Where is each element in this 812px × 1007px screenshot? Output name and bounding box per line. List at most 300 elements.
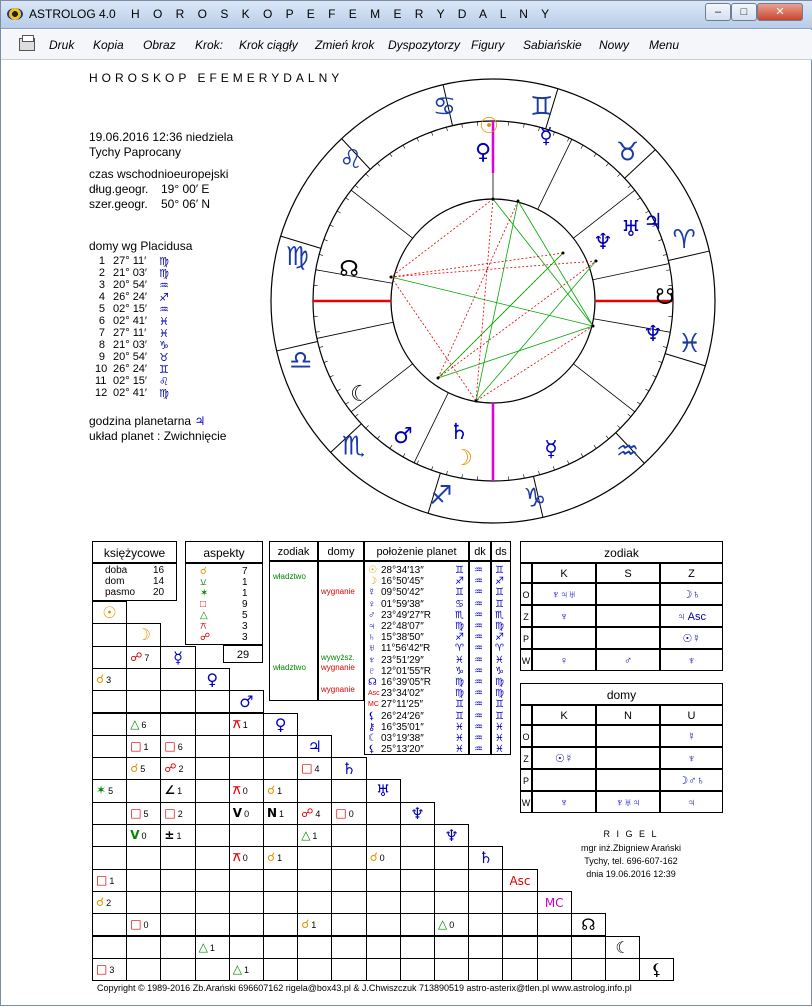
position-degree: 23°51′29″ bbox=[381, 655, 424, 666]
aspect-planet-glyph: ♂ bbox=[239, 692, 253, 711]
aspect-cell bbox=[331, 913, 366, 936]
degree-tick bbox=[366, 425, 369, 428]
house-elements-cell: P bbox=[520, 769, 532, 791]
degree-tick bbox=[462, 124, 463, 128]
app-eye-icon bbox=[7, 8, 23, 20]
horoscope-wheel bbox=[263, 71, 723, 531]
house-number: 7 bbox=[95, 327, 105, 339]
zodiac-elements-col-header: Z bbox=[660, 563, 723, 583]
aspect-cell bbox=[434, 891, 469, 914]
aspect-entry bbox=[130, 761, 145, 777]
aspect-cell bbox=[195, 869, 230, 892]
aspects-table-title: aspekty bbox=[185, 541, 263, 563]
aspect-line bbox=[391, 261, 596, 277]
aspect-cell bbox=[229, 869, 264, 892]
degree-tick bbox=[663, 347, 667, 348]
aspect-line bbox=[438, 201, 518, 378]
aspect-cell bbox=[366, 891, 401, 914]
aspect-orb: 2 bbox=[179, 764, 184, 774]
position-sign: ♓ bbox=[455, 733, 464, 744]
aspect-symbol: □ bbox=[96, 962, 107, 976]
planet-glyph: ☾ bbox=[350, 382, 370, 407]
aspect-cell bbox=[195, 846, 230, 869]
position-sign: ♊ bbox=[455, 587, 464, 598]
aspect-count: 1 bbox=[242, 588, 248, 599]
menu-item-kopia[interactable]: Kopia bbox=[93, 38, 124, 52]
aspect-cell bbox=[195, 757, 230, 780]
aspect-orb: 5 bbox=[140, 764, 145, 774]
lunar-value: 16 bbox=[153, 565, 164, 577]
dk-sign: ♒ bbox=[474, 565, 483, 576]
dk-sign: ♒ bbox=[474, 587, 483, 598]
aspect-cell bbox=[160, 713, 195, 736]
aspect-cell bbox=[537, 913, 572, 936]
aspect-planet-glyph: ☾ bbox=[615, 938, 629, 957]
house-cusp-line bbox=[538, 139, 572, 209]
aspect-cell bbox=[160, 846, 195, 869]
aspect-glyph: □ bbox=[200, 599, 206, 610]
aspect-symbol: ⚻ bbox=[233, 783, 241, 797]
aspect-entry bbox=[96, 895, 111, 911]
zodiac-sign: ♍ bbox=[285, 242, 308, 272]
position-planet: ☊ bbox=[368, 677, 377, 688]
aspect-planet-glyph: MC bbox=[545, 896, 564, 910]
degree-tick bbox=[645, 389, 648, 391]
aspect-cell bbox=[126, 958, 161, 981]
aspect-line bbox=[391, 277, 593, 326]
degree-tick bbox=[403, 145, 405, 148]
degree-tick bbox=[606, 436, 609, 439]
aspect-cell bbox=[502, 958, 537, 981]
menu-item-menu[interactable]: Menu bbox=[649, 38, 679, 52]
aspect-symbol: □ bbox=[130, 806, 141, 820]
aspect-cell bbox=[229, 735, 264, 758]
house-sign: ♑ bbox=[159, 339, 169, 352]
position-planet: Asc bbox=[368, 688, 380, 699]
house-row bbox=[95, 375, 185, 387]
aspect-symbol: V bbox=[233, 806, 242, 820]
aspect-glyph: ⚺ bbox=[200, 577, 207, 588]
aspect-orb: 5 bbox=[108, 786, 113, 796]
house-sign: ♒ bbox=[159, 303, 169, 316]
aspect-cell bbox=[92, 646, 127, 669]
aspect-planet-glyph: ♃ bbox=[308, 737, 322, 756]
position-planet: MC bbox=[368, 699, 379, 710]
chart-date: 19.06.2016 12:36 niedziela bbox=[89, 130, 233, 144]
aspect-diagonal-cell bbox=[195, 668, 230, 691]
zodiac-sign: ♒ bbox=[616, 436, 639, 466]
aspect-symbol: △ bbox=[130, 717, 139, 731]
aspect-entry bbox=[130, 739, 148, 755]
aspect-planet-glyph: ☿ bbox=[173, 648, 183, 667]
zodiac-sign: ♋ bbox=[433, 92, 456, 122]
degree-tick bbox=[324, 239, 328, 240]
degree-tick bbox=[346, 198, 349, 200]
aspect-cell bbox=[502, 936, 537, 959]
aspect-cell bbox=[160, 869, 195, 892]
menu-item-krok-ciagly[interactable]: Krok ciągły bbox=[239, 38, 298, 52]
aspect-cell bbox=[297, 779, 332, 802]
aspect-cell bbox=[195, 913, 230, 936]
house-sign: ♉ bbox=[159, 351, 169, 364]
degree-tick bbox=[330, 225, 334, 227]
aspect-cell bbox=[160, 891, 195, 914]
zodiac-sign: ♏ bbox=[342, 432, 365, 462]
house-sign: ♊ bbox=[159, 363, 169, 376]
aspect-cell bbox=[263, 958, 298, 981]
aspect-orb: 7 bbox=[144, 653, 149, 663]
aspect-cell bbox=[195, 779, 230, 802]
lunar-table bbox=[92, 563, 177, 601]
house-elements-cell: Z bbox=[520, 747, 532, 769]
degree-tick bbox=[377, 163, 380, 166]
position-degree: 12°01′55″R bbox=[381, 666, 431, 677]
aspect-entry bbox=[96, 873, 114, 889]
aspect-symbol: □ bbox=[335, 806, 346, 820]
aspect-symbol: ☌ bbox=[96, 895, 104, 909]
zodiac-sign: ♑ bbox=[523, 484, 546, 514]
aspect-count: 5 bbox=[242, 610, 248, 621]
dk-sign: ♒ bbox=[474, 643, 483, 654]
house-degree: 20° 54′ bbox=[113, 279, 147, 291]
zodiac-elements-col-header: S bbox=[596, 563, 660, 583]
zodiac-sign: ♓ bbox=[678, 329, 701, 359]
aspect-cell bbox=[160, 958, 195, 981]
aspect-orb: 0 bbox=[144, 920, 149, 930]
longitude-value: 19° 00′ E bbox=[161, 182, 209, 196]
ds-sign: ♓ bbox=[495, 733, 504, 744]
planet-glyph: ♆ bbox=[593, 230, 613, 255]
ds-sign: ♏ bbox=[495, 610, 504, 621]
position-sign: ♓ bbox=[455, 744, 464, 755]
degree-tick bbox=[330, 375, 334, 377]
aspect-cell bbox=[126, 846, 161, 869]
printer-icon[interactable] bbox=[19, 38, 35, 51]
aspect-cell bbox=[366, 869, 401, 892]
aspect-cell bbox=[366, 802, 401, 825]
menu-item-dyspozytorzy[interactable]: Dyspozytorzy bbox=[388, 38, 460, 52]
aspect-diagonal-cell bbox=[263, 713, 298, 736]
aspect-entry bbox=[164, 783, 182, 799]
aspect-cell bbox=[195, 824, 230, 847]
aspect-entry bbox=[233, 806, 249, 822]
aspect-cell bbox=[400, 913, 435, 936]
house-row bbox=[95, 291, 185, 303]
aspect-cell bbox=[605, 958, 640, 981]
aspect-cell bbox=[229, 757, 264, 780]
position-sign: ♑ bbox=[455, 666, 464, 677]
aspect-symbol: ∠ bbox=[164, 783, 175, 797]
aspect-cell bbox=[571, 936, 606, 959]
planet-hour-symbol: ♃ bbox=[194, 414, 205, 428]
ds-sign: ♊ bbox=[495, 711, 504, 722]
house-row bbox=[95, 267, 185, 279]
aspect-orb: 3 bbox=[109, 965, 114, 975]
house-number: 9 bbox=[95, 351, 105, 363]
degree-tick bbox=[324, 361, 328, 362]
aspect-cell bbox=[502, 891, 537, 914]
position-planet: ⚷ bbox=[368, 722, 375, 733]
aspect-cell bbox=[468, 936, 503, 959]
planet-point bbox=[562, 252, 565, 255]
aspect-cell bbox=[229, 824, 264, 847]
house-row bbox=[95, 339, 185, 351]
zodiac-elements-col-header: K bbox=[532, 563, 596, 583]
dk-sign: ♒ bbox=[474, 699, 483, 710]
page-title: HOROSKOP EFEMERYDALNY bbox=[89, 71, 343, 85]
aspect-cell bbox=[400, 958, 435, 981]
degree-tick bbox=[637, 198, 640, 200]
zodiac-sign: ♐ bbox=[429, 481, 452, 511]
planet-glyph: ♂ bbox=[393, 424, 413, 449]
degree-tick bbox=[417, 138, 419, 142]
aspect-symbol: △ bbox=[233, 962, 242, 976]
degree-tick bbox=[617, 425, 620, 428]
aspect-line bbox=[438, 253, 563, 378]
house-sign: ♍ bbox=[159, 267, 169, 280]
aspect-planet-glyph: ♆ bbox=[444, 826, 458, 845]
house-elements-col-header: N bbox=[596, 705, 660, 725]
aspect-orb: 1 bbox=[312, 831, 317, 841]
aspect-cell bbox=[331, 846, 366, 869]
aspect-diagonal-cell bbox=[400, 802, 435, 825]
aspect-symbol: ☌ bbox=[301, 917, 309, 931]
degree-tick bbox=[553, 132, 554, 136]
planet-hour-label: godzina planetarna ♃ bbox=[89, 414, 205, 428]
rule-note: władztwo bbox=[273, 572, 306, 581]
aspect-planet-glyph: ♆ bbox=[410, 804, 424, 823]
aspect-cell bbox=[297, 869, 332, 892]
house-degree: 26° 24′ bbox=[113, 363, 147, 375]
aspect-entry bbox=[438, 917, 454, 933]
aspect-orb: 1 bbox=[176, 831, 181, 841]
close-button[interactable]: ✕ bbox=[757, 3, 803, 21]
planet-glyph: ♅ bbox=[621, 217, 641, 242]
house-row bbox=[95, 387, 185, 399]
aspect-orb: 1 bbox=[210, 943, 215, 953]
zodiac-sign: ♉ bbox=[616, 138, 639, 168]
degree-tick bbox=[539, 471, 540, 475]
house-row bbox=[95, 255, 185, 267]
menu-item-krok[interactable]: Krok: bbox=[195, 38, 223, 52]
aspect-symbol: ☌ bbox=[370, 850, 378, 864]
degree-tick bbox=[606, 163, 609, 166]
aspect-symbol: △ bbox=[301, 828, 310, 842]
degree-tick bbox=[666, 270, 670, 271]
degree-tick bbox=[581, 145, 583, 148]
ds-sign: ♍ bbox=[495, 688, 504, 699]
menu-item-nowy[interactable]: Nowy bbox=[599, 38, 629, 52]
aspect-orb: 1 bbox=[311, 920, 316, 930]
aspect-diagonal-cell bbox=[229, 690, 264, 713]
aspect-cell bbox=[92, 623, 127, 646]
aspect-cell bbox=[297, 958, 332, 981]
aspect-cell bbox=[331, 936, 366, 959]
planet-point bbox=[475, 400, 478, 403]
aspect-cell bbox=[263, 936, 298, 959]
minimize-button[interactable]: – bbox=[705, 3, 731, 21]
zodiac-elements-cell: P bbox=[520, 627, 532, 649]
menu-item-sabianskie[interactable]: Sabiańskie bbox=[523, 38, 582, 52]
position-degree: 09°50′42″ bbox=[381, 587, 424, 598]
position-sign: ♐ bbox=[455, 576, 464, 587]
position-sign: ♋ bbox=[455, 599, 464, 610]
dk-sign: ♒ bbox=[474, 666, 483, 677]
position-sign: ♓ bbox=[455, 655, 464, 666]
positions-header: zodiak bbox=[269, 541, 318, 561]
aspect-planet-glyph: ☽ bbox=[137, 625, 151, 644]
menu-item-figury[interactable]: Figury bbox=[471, 38, 504, 52]
aspect-orb: 6 bbox=[141, 720, 146, 730]
menu-item-obraz[interactable]: Obraz bbox=[143, 38, 176, 52]
exile-note: wygnanie bbox=[321, 587, 355, 596]
zodiac-elements-cell: ☽♄ bbox=[660, 583, 723, 605]
aspect-orb: 2 bbox=[178, 809, 183, 819]
aspect-line bbox=[391, 199, 493, 277]
ds-sign: ♍ bbox=[495, 677, 504, 688]
aspect-line bbox=[391, 277, 476, 401]
aspect-symbol: ☌ bbox=[96, 672, 104, 686]
house-row bbox=[95, 327, 185, 339]
position-degree: 23°34′02″ bbox=[381, 688, 424, 699]
position-sign: ♓ bbox=[455, 722, 464, 733]
house-elements-cell bbox=[596, 747, 660, 769]
zodiac-elements-cell bbox=[596, 627, 660, 649]
degree-tick bbox=[524, 474, 525, 478]
maximize-button[interactable]: □ bbox=[731, 3, 757, 21]
aspect-cell bbox=[434, 936, 469, 959]
zodiac-elements-cell: O bbox=[520, 583, 532, 605]
degree-tick bbox=[462, 474, 463, 478]
aspect-entry bbox=[267, 806, 284, 822]
aspect-planet-glyph: ♀ bbox=[206, 670, 218, 689]
aspect-entry bbox=[301, 828, 317, 844]
aspect-cell bbox=[366, 913, 401, 936]
aspect-diagonal-cell bbox=[605, 936, 640, 959]
zodiac-elements-cell bbox=[596, 605, 660, 627]
aspect-line bbox=[476, 199, 493, 401]
degree-tick bbox=[377, 436, 380, 439]
aspect-cell bbox=[92, 713, 127, 736]
house-degree: 21° 03′ bbox=[113, 267, 147, 279]
aspect-diagonal-cell bbox=[502, 869, 537, 892]
aspect-entry bbox=[130, 917, 148, 933]
aspect-cell bbox=[126, 936, 161, 959]
aspect-orb: 1 bbox=[277, 853, 282, 863]
ds-sign: ♐ bbox=[495, 576, 504, 587]
aspect-ring bbox=[391, 199, 595, 403]
aspect-diagonal-cell bbox=[160, 646, 195, 669]
aspect-cell bbox=[331, 891, 366, 914]
house-sign: ♍ bbox=[159, 255, 169, 268]
aspect-cell bbox=[160, 668, 195, 691]
rigel-author: mgr inż.Zbigniew Arański bbox=[561, 843, 701, 853]
chart-place: Tychy Paprocany bbox=[89, 145, 181, 159]
rigel-phone: Tychy, tel. 696-607-162 bbox=[561, 856, 701, 866]
degree-tick bbox=[581, 453, 583, 456]
house-elements-cell bbox=[532, 769, 596, 791]
house-number: 5 bbox=[95, 303, 105, 315]
zodiac-elements-cell: W bbox=[520, 649, 532, 671]
aspect-cell bbox=[92, 757, 127, 780]
degree-tick bbox=[524, 124, 525, 128]
title-bar[interactable] bbox=[1, 1, 812, 29]
aspect-cell bbox=[195, 958, 230, 981]
position-sign: ♈ bbox=[455, 643, 464, 654]
house-number: 11 bbox=[95, 375, 105, 387]
aspect-symbol: ☍ bbox=[301, 806, 313, 820]
planet-point bbox=[517, 200, 520, 203]
ds-sign: ♊ bbox=[495, 599, 504, 610]
dk-sign: ♒ bbox=[474, 711, 483, 722]
aspect-entry bbox=[164, 806, 182, 822]
position-degree: 22°48′07″ bbox=[381, 621, 424, 632]
ds-sign: ♊ bbox=[495, 565, 504, 576]
aspect-symbol: △ bbox=[199, 940, 208, 954]
aspect-cell bbox=[263, 869, 298, 892]
house-degree: 02° 15′ bbox=[113, 375, 147, 387]
degree-tick bbox=[637, 402, 640, 404]
aspect-planet-glyph: ♅ bbox=[376, 781, 390, 800]
aspect-cell bbox=[263, 735, 298, 758]
menu-item-zmien-krok[interactable]: Zmień krok bbox=[315, 38, 374, 52]
aspect-diagonal-cell bbox=[126, 623, 161, 646]
aspect-cell bbox=[92, 802, 127, 825]
house-elements-cell: ♆ bbox=[532, 791, 596, 813]
aspect-entry bbox=[96, 783, 113, 799]
aspect-cell bbox=[195, 802, 230, 825]
aspect-symbol: □ bbox=[96, 873, 107, 887]
planet-glyph: ☿ bbox=[539, 124, 553, 149]
house-number: 6 bbox=[95, 315, 105, 327]
position-degree: 16°39′05″R bbox=[381, 677, 431, 688]
house-number: 3 bbox=[95, 279, 105, 291]
aspect-cell bbox=[263, 757, 298, 780]
position-planet: ♂ bbox=[368, 610, 376, 621]
aspect-cell bbox=[160, 936, 195, 959]
house-elements-col-header: K bbox=[532, 705, 596, 725]
house-degree: 26° 24′ bbox=[113, 291, 147, 303]
aspect-cell bbox=[366, 824, 401, 847]
rigel-date: dnia 19.06.2016 12:39 bbox=[561, 869, 701, 879]
position-planet: ♅ bbox=[368, 643, 376, 654]
aspect-orb: 1 bbox=[243, 720, 248, 730]
house-number: 10 bbox=[95, 363, 105, 375]
aspect-orb: 0 bbox=[380, 853, 385, 863]
ds-sign: ♈ bbox=[495, 643, 504, 654]
position-sign: ♊ bbox=[455, 711, 464, 722]
house-elements-cell: W bbox=[520, 791, 532, 813]
aspect-cell bbox=[92, 846, 127, 869]
aspect-planet-glyph: ☉ bbox=[102, 603, 116, 622]
house-elements-cell: ☉☿ bbox=[532, 747, 596, 769]
planet-glyph: ☊ bbox=[339, 257, 359, 282]
menu-item-druk[interactable]: Druk bbox=[49, 38, 74, 52]
planet-glyph: ☿ bbox=[544, 437, 558, 462]
aspect-cell bbox=[537, 936, 572, 959]
aspect-line bbox=[438, 326, 593, 378]
aspect-orb: 1 bbox=[177, 786, 182, 796]
zodiac-sign: ♎ bbox=[289, 346, 312, 376]
house-degree: 02° 15′ bbox=[113, 303, 147, 315]
aspect-planet-glyph: ♄ bbox=[342, 759, 356, 778]
degree-tick bbox=[567, 461, 569, 465]
degree-tick bbox=[403, 453, 405, 456]
aspect-cell bbox=[537, 958, 572, 981]
aspect-glyph: ✶ bbox=[200, 588, 208, 599]
aspect-cell bbox=[400, 936, 435, 959]
degree-tick bbox=[316, 332, 320, 333]
